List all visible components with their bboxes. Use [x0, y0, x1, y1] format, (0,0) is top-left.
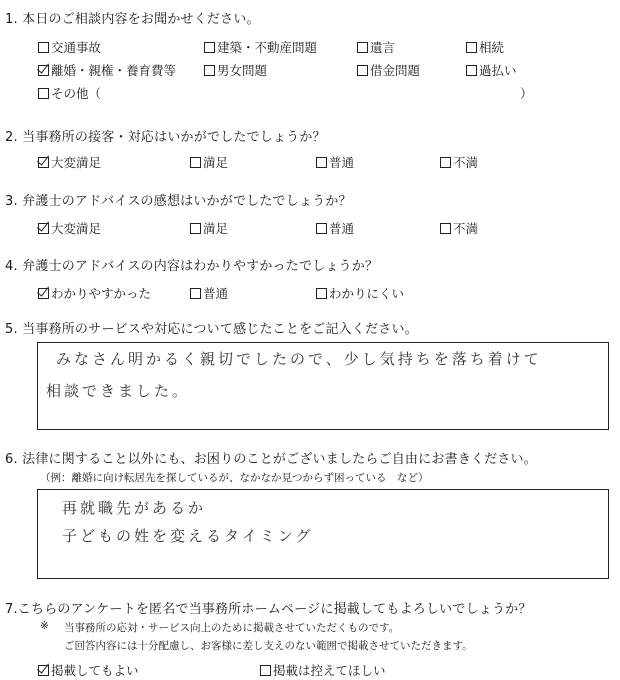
checkbox-checked[interactable]	[38, 65, 49, 76]
question-6-title: 6. 法律に関すること以外にも、お困りのことがございましたらご自由にお書きください。	[5, 452, 537, 467]
checkbox[interactable]	[440, 157, 451, 168]
option-will[interactable]: 遺言	[357, 38, 395, 56]
checkbox[interactable]	[440, 223, 451, 234]
option-other[interactable]: その他（	[38, 84, 101, 102]
q6-example: （例：離婚に向け転居先を探しているが、なかなか見つからず困っている など）	[40, 472, 429, 484]
checkbox[interactable]	[190, 223, 201, 234]
option-relationship[interactable]: 男女問題	[204, 61, 267, 79]
checkbox[interactable]	[204, 65, 215, 76]
question-3-title: 3. 弁護士のアドバイスの感想はいかがでしたでしょうか？	[5, 194, 352, 209]
checkbox[interactable]	[466, 65, 477, 76]
q3-option-satisfied[interactable]: 満足	[190, 219, 228, 237]
option-other-close: ）	[520, 86, 533, 101]
q6-answer-line-1: 再就職先があるか	[62, 499, 207, 517]
question-2-title: 2. 当事務所の接客・対応はいかがでしたでしょうか？	[5, 130, 326, 145]
option-debt[interactable]: 借金問題	[357, 61, 420, 79]
option-real-estate[interactable]: 建築・不動産問題	[204, 38, 317, 56]
q4-option-normal[interactable]: 普通	[190, 284, 228, 302]
q2-option-satisfied[interactable]: 満足	[190, 153, 228, 171]
q3-option-normal[interactable]: 普通	[316, 219, 354, 237]
q4-option-hard[interactable]: わかりにくい	[316, 284, 404, 302]
question-7-title: 7.こちらのアンケートを匿名で当事務所ホームページに掲載してもよろしいでしょうか？	[5, 602, 532, 617]
option-divorce[interactable]: 離婚・親権・養育費等	[38, 61, 176, 79]
checkbox[interactable]	[190, 157, 201, 168]
checkbox-checked[interactable]	[38, 288, 49, 299]
q7-note-line-1: 当事務所の応対・サービス向上のために掲載させていただくものです。	[64, 622, 400, 634]
q6-answer-line-2: 子どもの姓を変えるタイミング	[62, 527, 314, 545]
q7-note-mark: ※	[40, 620, 49, 632]
checkbox[interactable]	[316, 223, 327, 234]
checkbox[interactable]	[38, 42, 49, 53]
option-traffic-accident[interactable]: 交通事故	[38, 38, 101, 56]
question-1-title: 1. 本日のご相談内容をお聞かせください。	[5, 12, 260, 27]
checkbox[interactable]	[204, 42, 215, 53]
q7-note-line-2: ご回答内容には十分配慮し、お客様に差し支えのない範囲で掲載させていただきます。	[64, 640, 473, 652]
checkbox[interactable]	[190, 288, 201, 299]
checkbox[interactable]	[357, 42, 368, 53]
q2-option-normal[interactable]: 普通	[316, 153, 354, 171]
option-overpayment[interactable]: 過払い	[466, 61, 517, 79]
q2-option-dissatisfied[interactable]: 不満	[440, 153, 478, 171]
checkbox[interactable]	[38, 88, 49, 99]
checkbox-checked[interactable]	[38, 157, 49, 168]
checkbox[interactable]	[316, 157, 327, 168]
q7-option-decline[interactable]: 掲載は控えてほしい	[260, 661, 386, 679]
q5-answer-line-1: みなさん明かるく親切でしたので、少し気持ちを落ち着けて	[56, 350, 542, 368]
checkbox[interactable]	[316, 288, 327, 299]
checkbox[interactable]	[466, 42, 477, 53]
option-inheritance[interactable]: 相続	[466, 38, 504, 56]
checkbox-checked[interactable]	[38, 665, 49, 676]
checkbox-checked[interactable]	[38, 223, 49, 234]
q3-option-dissatisfied[interactable]: 不満	[440, 219, 478, 237]
question-4-title: 4. 弁護士のアドバイスの内容はわかりやすかったでしょうか？	[5, 259, 379, 274]
question-5-title: 5. 当事務所のサービスや対応について感じたことをご記入ください。	[5, 322, 418, 337]
q7-option-allow[interactable]: 掲載してもよい	[38, 661, 139, 679]
checkbox[interactable]	[357, 65, 368, 76]
checkbox[interactable]	[260, 665, 271, 676]
q4-option-easy[interactable]: わかりやすかった	[38, 284, 151, 302]
q5-answer-line-2: 相談できました。	[46, 382, 191, 400]
q3-option-very-satisfied[interactable]: 大変満足	[38, 219, 101, 237]
q2-option-very-satisfied[interactable]: 大変満足	[38, 153, 101, 171]
